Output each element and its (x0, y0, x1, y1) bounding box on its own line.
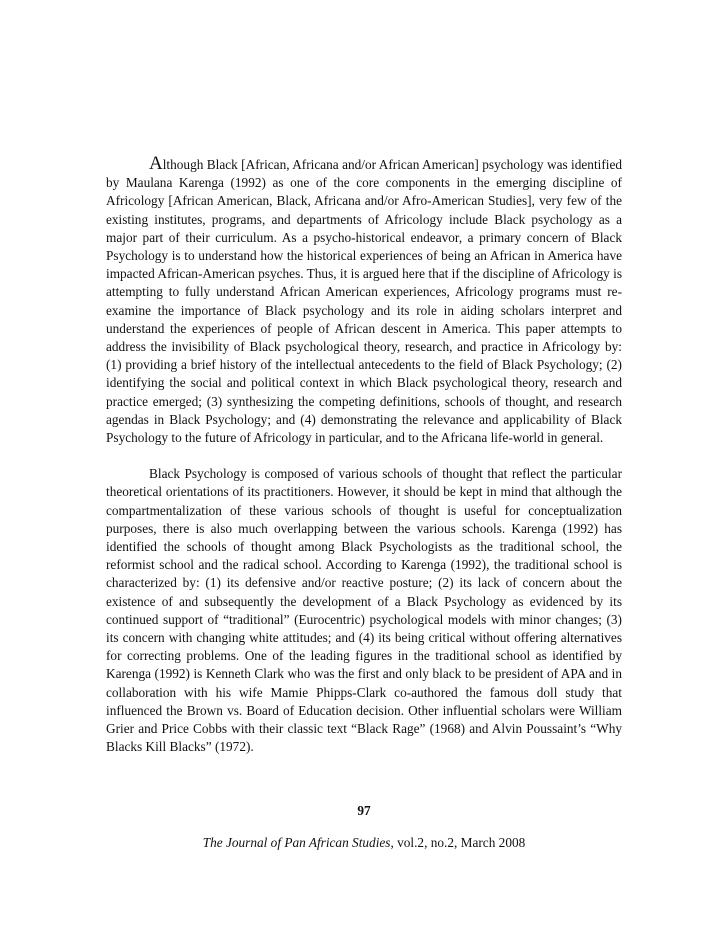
paragraph-2-text: Black Psychology is composed of various schools of thought that reflect the particular theoretical orientations of its practitioners. However, it should be kept in mind that although the compartmentalization of these various schools of thought is useful for conceptualization purposes, there is also much overlapping between the various schools. Karenga (1992) has identified the schools of thought among Black Psychologists as the traditional school, the reformist school and the radical school. According to Karenga (1992), the traditional school is characterized by: (1) its defensive and/or reactive posture; (2) its lack of concern about the existence of and subsequently the development of a Black Psychology as evidenced by its continued support of “traditional” (Eurocentric) psychological models with minor changes; (3) its concern with changing white attitudes; and (4) its being critical without offering alternatives for correcting problems. One of the leading figures in the traditional school as identified by Karenga (1992) is Kenneth Clark who was the first and only black to be president of APA and in collaboration with his wife Mamie Phipps-Clark co-authored the famous doll study that influenced the Brown vs. Board of Education decision. Other influential scholars were William Grier and Price Cobbs with their classic text “Black Rage” (1968) and Alvin Poussaint’s “Why Blacks Kill Blacks” (1972). (106, 466, 622, 755)
journal-issue-details: , vol.2, no.2, March 2008 (390, 835, 526, 850)
journal-title: The Journal of Pan African Studies (202, 835, 391, 850)
paragraph-1 (106, 153, 622, 447)
article-body (106, 153, 622, 757)
paragraph-2 (106, 465, 622, 756)
drop-cap: A (149, 153, 163, 174)
journal-footer (0, 834, 728, 852)
paragraph-1-text: lthough Black [African, Africana and/or African American] psychology was identified by Maulana Karenga (1992) as one of the core components in the emerging discipline of Africology [African American, Black, Africana and/or Afro-American Studies], very few of the existing institutes, programs, and departments of Africology include Black psychology as a major part of their curriculum. As a psycho-historical endeavor, a primary concern of Black Psychology is to understand how the historical experiences of being an African in America have impacted African-American psyches. Thus, it is argued here that if the discipline of Africology is attempting to fully understand African American experiences, Africology programs must re-examine the importance of Black psychology and its role in aiding scholars interpret and understand the experiences of people of African descent in America. This paper attempts to address the invisibility of Black psychological theory, research, and practice in Africology by: (1) providing a brief history of the intellectual antecedents to the field of Black Psychology; (2) identifying the social and political context in which Black psychological theory, research and practice emerged; (3) synthesizing the competing definitions, schools of thought, and research agendas in Black Psychology; and (4) demonstrating the relevance and applicability of Black Psychology to the future of Africology in particular, and to the Africana life-world in general. (106, 157, 622, 446)
page-number: 97 (357, 803, 371, 818)
